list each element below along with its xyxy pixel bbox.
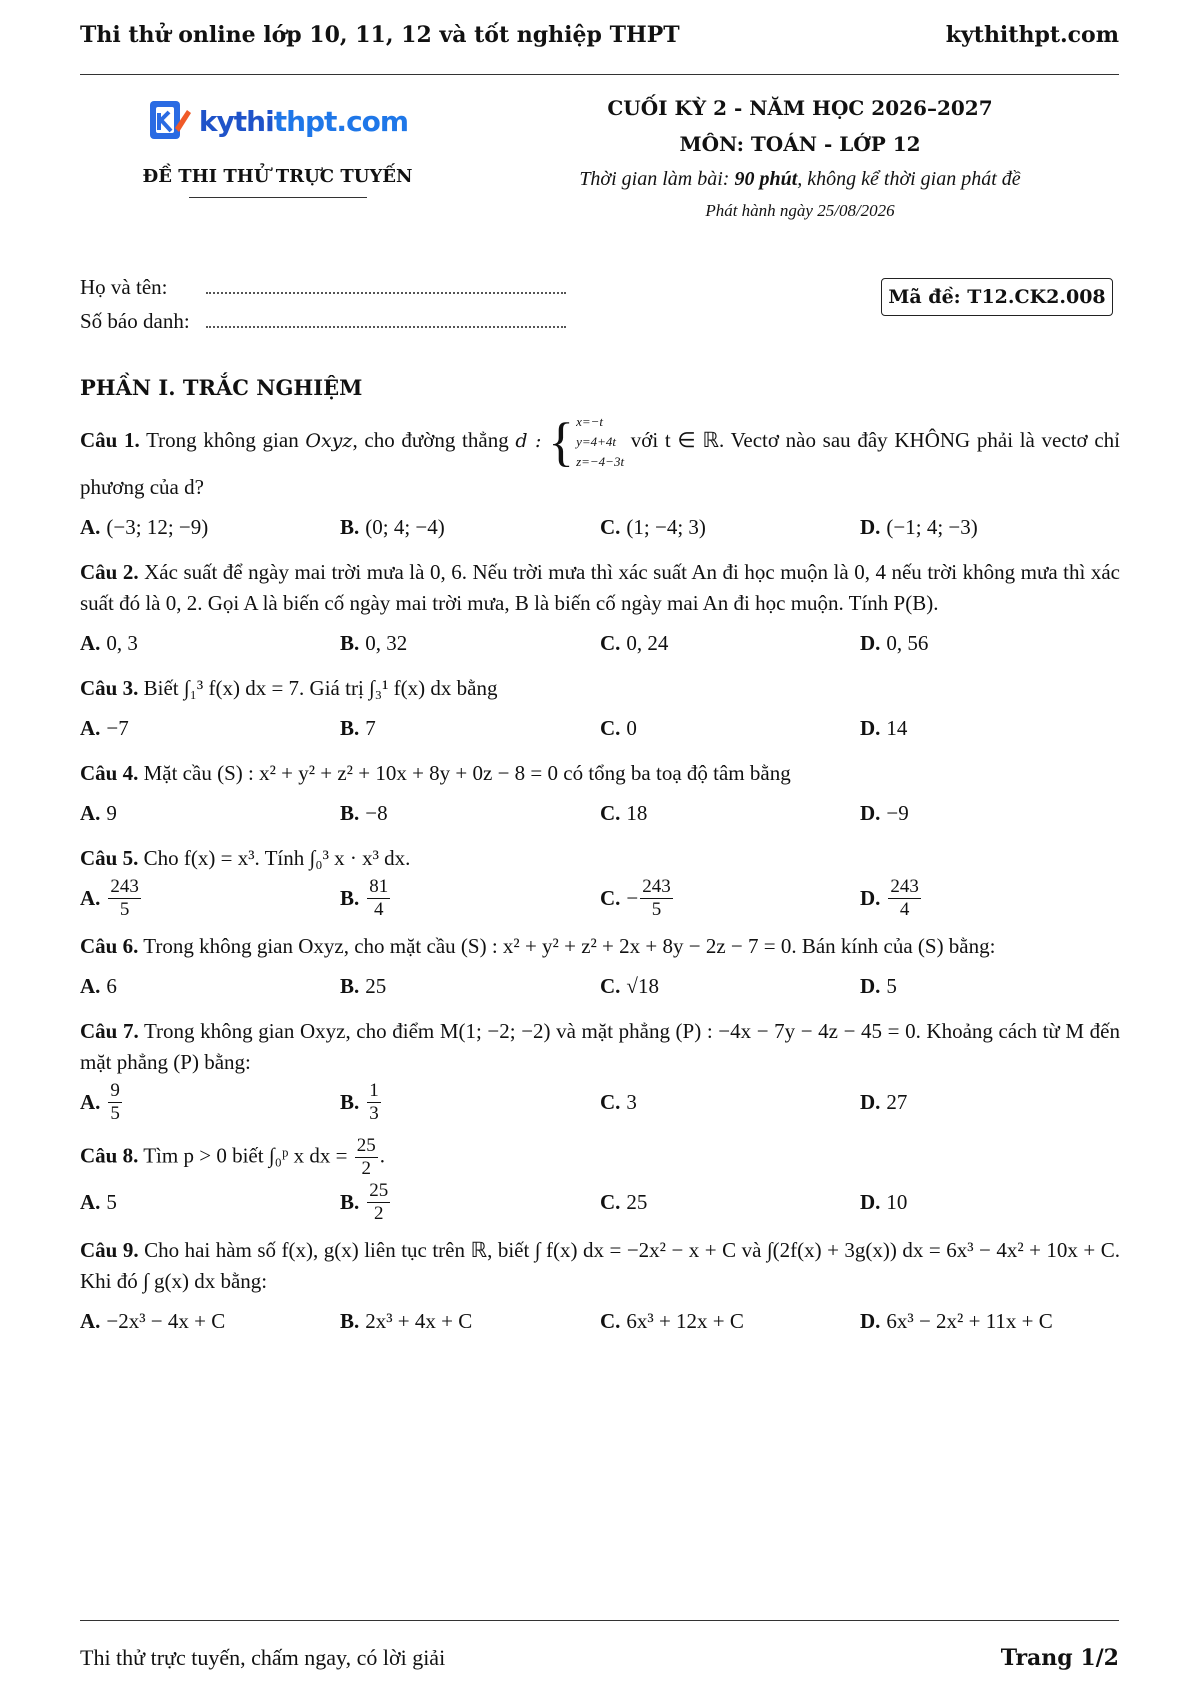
question-6-options (80, 970, 1120, 1002)
name-label: Họ và tên: (80, 275, 168, 299)
option-b[interactable]: B. (0; 4; −4) (340, 514, 445, 539)
footer-slogan: Thi thử trực tuyến, chấm ngay, có lời giải (80, 1645, 446, 1670)
fraction: $\frac{243}{5}$ (642, 876, 671, 920)
question-6: Câu 6. Trong không gian Oxyz, cho mặt cầu (S) : x² + y² + z² + 2x + 8y − 2z − 7 = 0. Bán kính của (S) bằng: (80, 934, 996, 958)
fraction: $\frac{243}{5}$ (110, 876, 139, 920)
option-b[interactable]: B. −8 (340, 800, 388, 825)
option-d[interactable]: D. $\frac{243}{4}$ (860, 876, 919, 920)
divider (189, 197, 367, 198)
option-d[interactable]: D. −9 (860, 800, 909, 825)
question-3-options (80, 712, 1120, 744)
question-2: Câu 2. Xác suất để ngày mai trời mưa là 0, 6. Nếu trời mưa thì xác suất An đi học muộn là 0, 4 nếu trời không mưa thì xác suất đó là 0, 2. Gọi A là biến cố ngày mai trời mưa, B là biến cố ngày mai An đi học muộn. Tính P(B). (80, 560, 1120, 615)
option-a[interactable]: A. $\frac{9}{5}$ (80, 1080, 120, 1124)
fraction: $\frac{9}{5}$ (110, 1080, 120, 1124)
question-8: Câu 8. Tìm p > 0 biết ∫₀ᵖ x dx = $\frac{25}{2}$ . (80, 1135, 386, 1179)
exam-code-box: Mã đề: T12.CK2.008 (881, 278, 1113, 316)
id-label: Số báo danh: (80, 309, 190, 333)
option-a[interactable]: A. −7 (80, 715, 129, 740)
fraction: $\frac{243}{4}$ (890, 876, 919, 920)
exam-subject: MÔN: TOÁN - LỚP 12 (679, 132, 921, 156)
option-d[interactable]: D. 10 (860, 1190, 908, 1214)
logo-text: kythithpt.com (198, 104, 409, 138)
option-c[interactable]: C. 25 (600, 1190, 648, 1214)
option-d[interactable]: D. 5 (860, 973, 897, 998)
exam-title: CUỐI KỲ 2 - NĂM HỌC 2026–2027 (607, 96, 993, 120)
question-8-options (80, 1180, 1120, 1225)
question-2-options (80, 627, 1120, 659)
question-5: Câu 5. Cho f(x) = x³. Tính ∫₀³ x · x³ dx. (80, 846, 411, 870)
question-7-options (80, 1080, 1120, 1125)
question-5-options (80, 876, 1120, 921)
fraction: $\frac{25}{2}$ (356, 1135, 376, 1179)
question-3: Câu 3. Biết ∫₁³ f(x) dx = 7. Giá trị ∫₃¹ f(x) dx bằng (80, 676, 498, 700)
header-site-text: kythithpt.com (945, 22, 1119, 48)
option-a[interactable]: A. $\frac{243}{5}$ (80, 876, 139, 920)
line-equation-system: { x=−t y=4+4t z=−4−3t (548, 412, 625, 472)
option-b[interactable]: B. 25 (340, 973, 387, 998)
option-a[interactable]: A. −2x³ − 4x + C (80, 1308, 226, 1333)
option-b[interactable]: B. 7 (340, 715, 376, 740)
option-b[interactable]: B. 2x³ + 4x + C (340, 1308, 473, 1333)
option-b[interactable]: B. $\frac{1}{3}$ (340, 1080, 379, 1124)
fraction: $\frac{81}{4}$ (369, 876, 389, 920)
option-d[interactable]: D. 14 (860, 715, 908, 740)
option-c[interactable]: C. 18 (600, 800, 648, 825)
option-a[interactable]: A. 6 (80, 973, 117, 998)
section-title: PHẦN I. TRẮC NGHIỆM (80, 375, 363, 400)
student-info (80, 266, 566, 334)
fraction: $\frac{25}{2}$ (369, 1180, 389, 1224)
id-field[interactable] (206, 326, 566, 328)
option-a[interactable]: A. 9 (80, 800, 117, 825)
question-1-options (80, 511, 1120, 543)
option-d[interactable]: D. 0, 56 (860, 630, 929, 655)
header-left-text: Thi thử online lớp 10, 11, 12 và tốt nghiệp THPT (80, 22, 680, 48)
option-c[interactable]: C. √18 (600, 973, 659, 998)
option-c[interactable]: C. 6x³ + 12x + C (600, 1308, 744, 1333)
question-4: Câu 4. Mặt cầu (S) : x² + y² + z² + 10x + 8y + 0z − 8 = 0 có tổng ba toạ độ tâm bằng (80, 761, 791, 785)
option-b[interactable]: B. 0, 32 (340, 630, 408, 655)
option-c[interactable]: C. 3 (600, 1090, 637, 1114)
exam-info (560, 96, 1040, 221)
question-9: Câu 9. Cho hai hàm số f(x), g(x) liên tục trên ℝ, biết ∫ f(x) dx = −2x² − x + C và ∫(2f(x) + 3g(x)) dx = 6x³ − 4x² + 10x + C. Khi đó ∫ g(x) dx bằng: (80, 1238, 1121, 1293)
question-9-options (80, 1305, 1120, 1337)
option-a[interactable]: A. (−3; 12; −9) (80, 514, 209, 539)
exam-time: Thời gian làm bài: 90 phút, không kể thời gian phát đề (579, 168, 1021, 190)
option-d[interactable]: D. 6x³ − 2x² + 11x + C (860, 1308, 1053, 1333)
option-d[interactable]: D. (−1; 4; −3) (860, 514, 978, 539)
option-d[interactable]: D. 27 (860, 1090, 908, 1114)
option-c[interactable]: C. − $\frac{243}{5}$ (600, 876, 671, 920)
option-b[interactable]: B. $\frac{81}{4}$ (340, 876, 389, 920)
release-date: Phát hành ngày 25/08/2026 (705, 201, 895, 220)
option-a[interactable]: A. 5 (80, 1190, 117, 1214)
page-number: Trang 1/2 (1000, 1645, 1119, 1671)
option-b[interactable]: B. $\frac{25}{2}$ (340, 1180, 389, 1224)
option-c[interactable]: C. (1; −4; 3) (600, 514, 706, 539)
questions (80, 412, 1120, 1347)
option-a[interactable]: A. 0, 3 (80, 630, 138, 655)
fraction: $\frac{1}{3}$ (369, 1080, 379, 1124)
option-c[interactable]: C. 0 (600, 715, 637, 740)
exam-type-label: ĐỀ THI THỬ TRỰC TUYẾN (142, 166, 413, 187)
logo-block (80, 98, 475, 198)
site-logo (147, 98, 408, 144)
page-footer (80, 1620, 1119, 1671)
question-7: Câu 7. Trong không gian Oxyz, cho điểm M(1; −2; −2) và mặt phẳng (P) : −4x − 7y − 4z − 45 = 0. Khoảng cách từ M đến mặt phẳng (P) bằng: (80, 1019, 1120, 1074)
page-header (80, 22, 1119, 75)
option-c[interactable]: C. 0, 24 (600, 630, 669, 655)
logo-icon (147, 98, 193, 144)
question-1: Câu 1. Trong không gian Oxyz, cho đường thẳng d : { x=−t y=4+4t z=−4−3t với t ∈ ℝ. Vectơ nào sau đây KHÔNG phải là vectơ chỉ phương của d? (80, 412, 1120, 499)
name-field[interactable] (206, 292, 566, 294)
question-4-options (80, 797, 1120, 829)
